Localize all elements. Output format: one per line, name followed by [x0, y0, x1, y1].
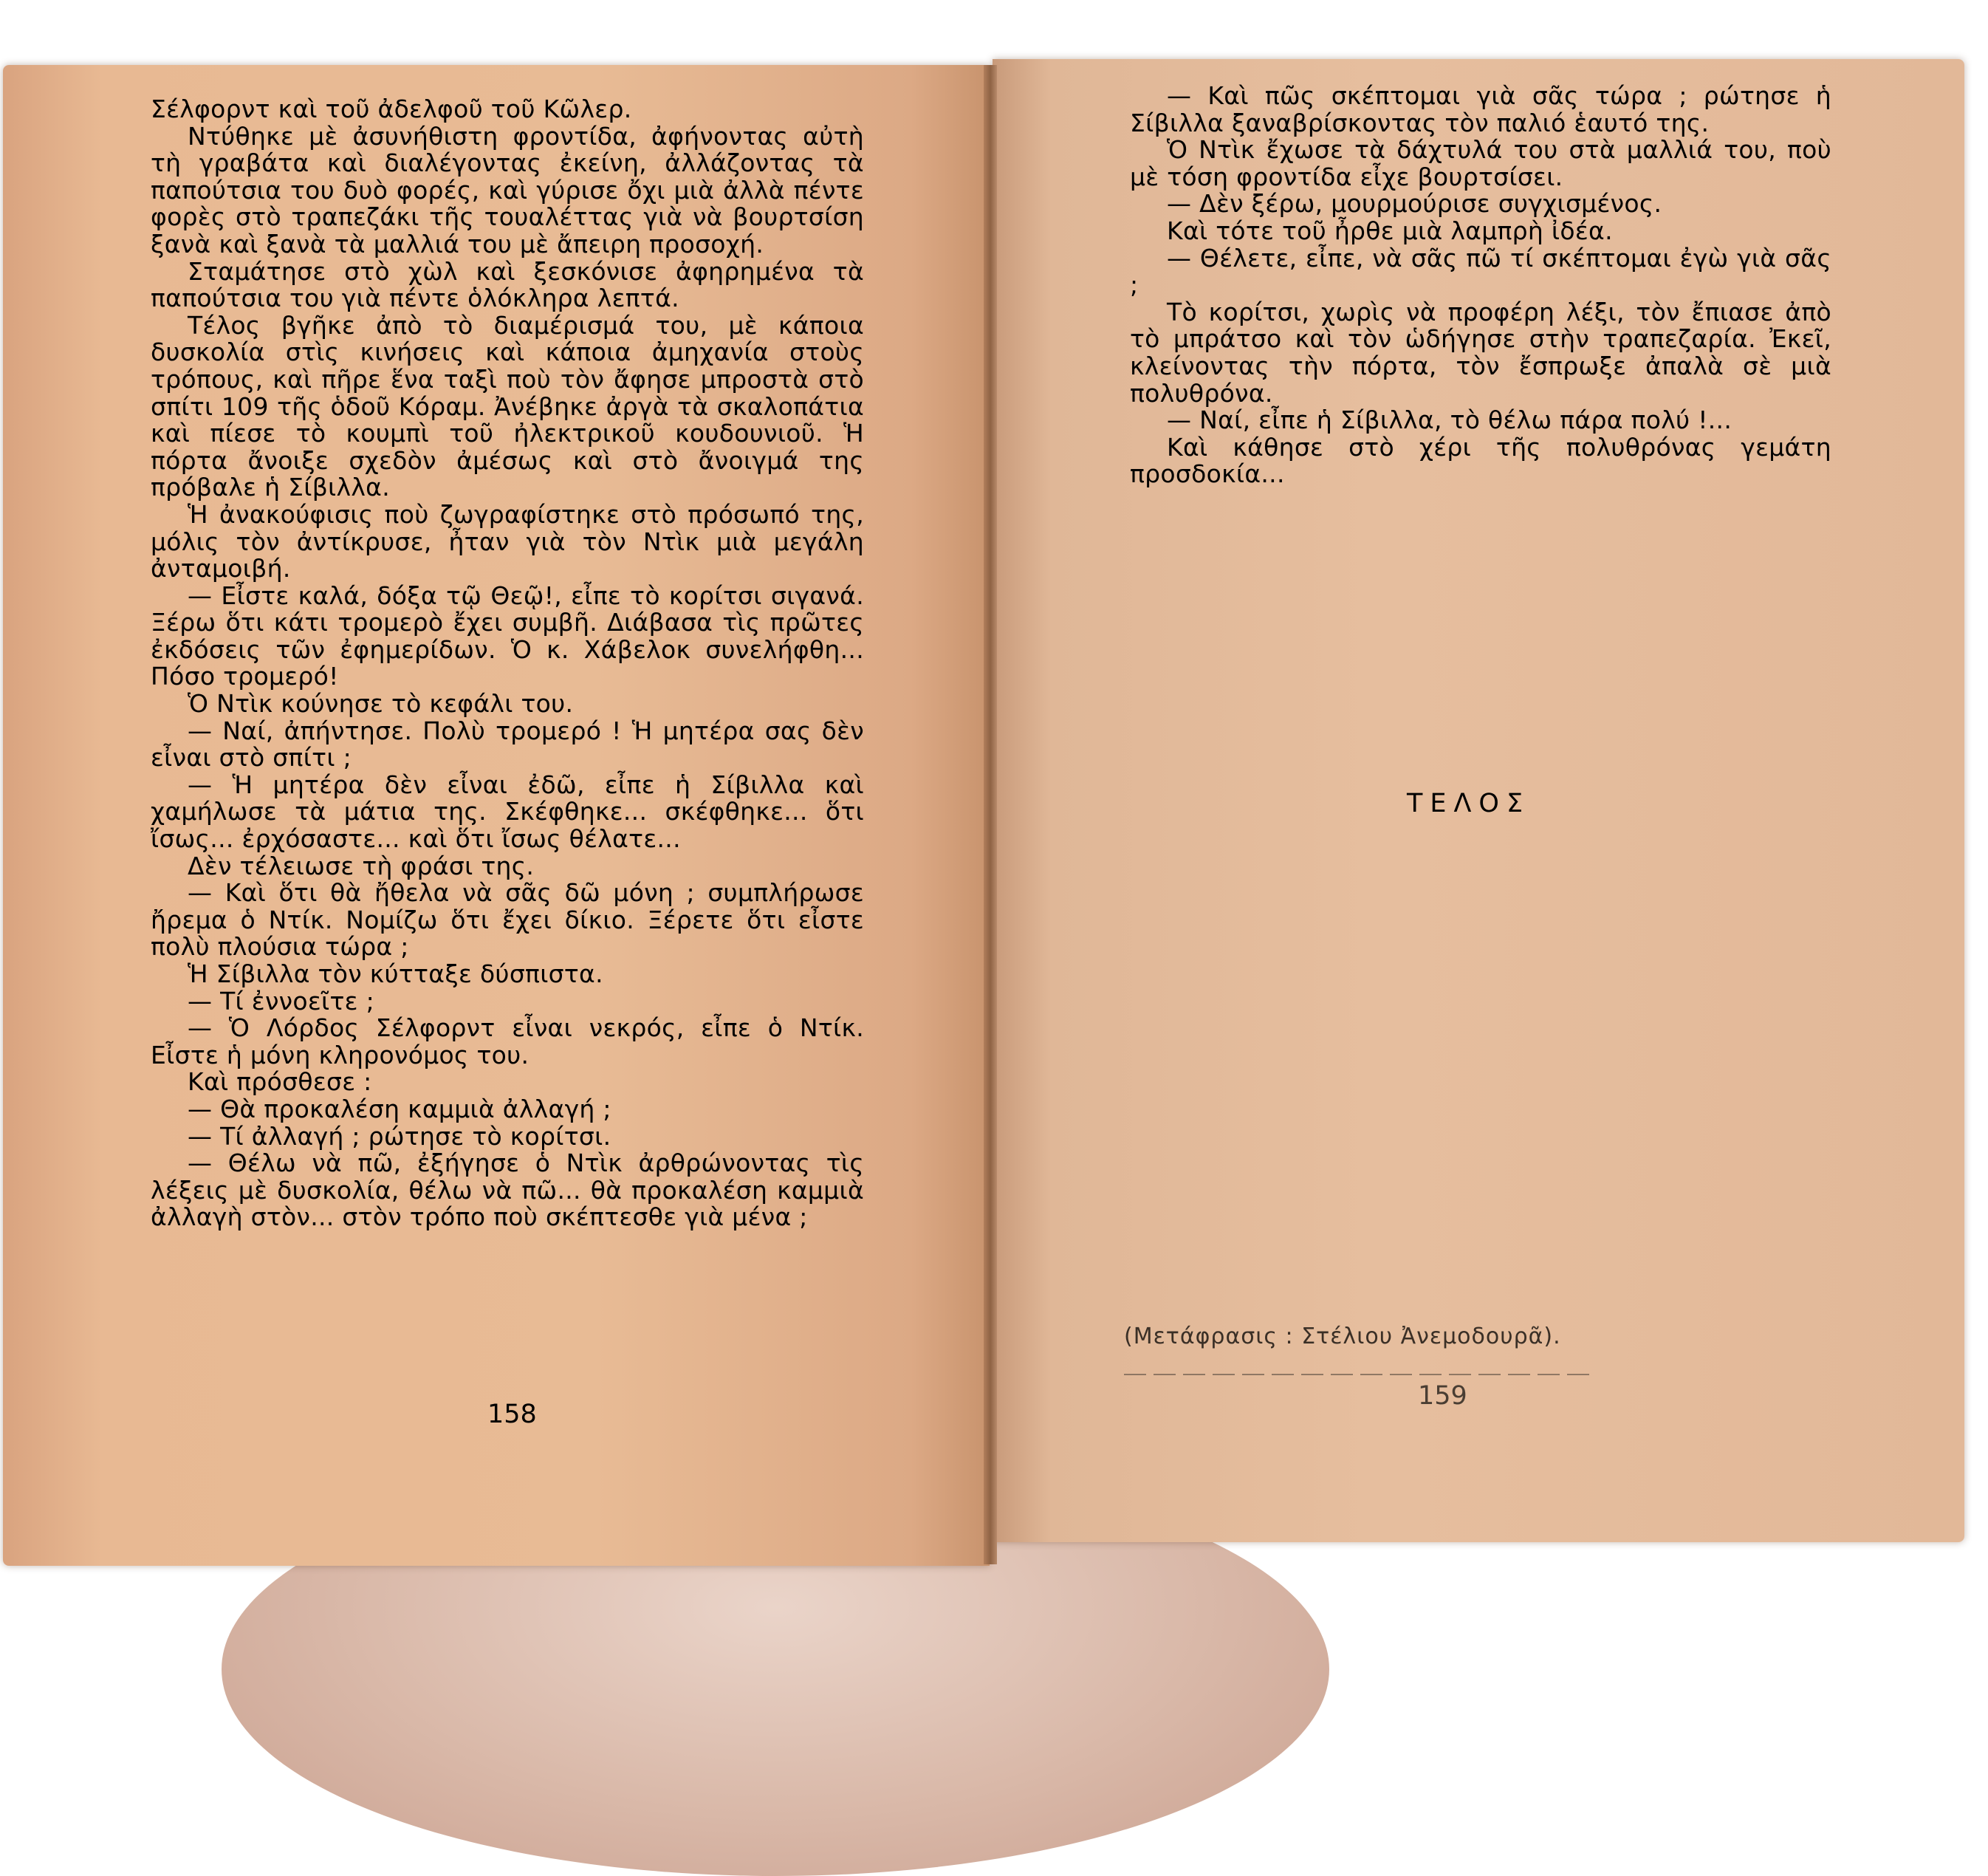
paragraph: Ὁ Ντὶκ κούνησε τὸ κεφάλι του.: [188, 689, 574, 719]
paragraph: Τὸ κορίτσι, χωρὶς νὰ προφέρη λέξι, τὸν ἔπιασε ἀπὸ τὸ μπράτσο καὶ τὸν ὡδήγησε στὴν τραπεζαρία. Ἐκεῖ, κλείνοντας τὴν πόρτα, τὸν ἔσπρωξε ἀπαλὰ σὲ μιὰ πολυθρόνα.: [1130, 297, 1831, 408]
paragraph: — Εἶστε καλά, δόξα τῷ Θεῷ!, εἶπε τὸ κορίτσι σιγανά. Ξέρω ὅτι κάτι τρομερὸ ἔχει συμβῆ. Διάβασα τὶς πρῶτες ἐκδόσεις τῶν ἐφημερίδων. Ὁ κ. Χάβελοκ συνελήφθη... Πόσο τρομερό!: [151, 581, 864, 691]
paragraph: Ἡ Σίβιλλα τὸν κύτταξε δύσπιστα.: [188, 959, 603, 988]
paragraph: Ντύθηκε μὲ ἀσυνήθιστη φροντίδα, ἀφήνοντας αὐτὴ τὴ γραβάτα καὶ διαλέγοντας ἐκείνη, ἀλλάζοντας τὰ παπούτσια του δυὸ φορές, καὶ γύρισε ὄχι μιὰ ἀλλὰ πέντε φορὲς στὸ τραπεζάκι τῆς τουαλέττας γιὰ νὰ βουρτσίση ξανὰ καὶ ξανὰ τὰ μαλλιά του μὲ ἄπειρη προσοχή.: [151, 121, 864, 259]
paragraph: — Καὶ πῶς σκέπτομαι γιὰ σᾶς τώρα ; ρώτησε ἡ Σίβιλλα ξαναβρίσκοντας τὸν παλιό ἑαυτό της.: [1130, 81, 1831, 137]
page-number-left: 158: [487, 1400, 537, 1429]
paragraph: Καὶ πρόσθεσε :: [188, 1067, 372, 1097]
paragraph: — Τί ἀλλαγή ; ρώτησε τὸ κορίτσι.: [188, 1121, 611, 1151]
paragraph: — Θέλω νὰ πῶ, ἐξήγησε ὁ Ντὶκ ἀρθρώνοντας τὶς λέξεις μὲ δυσκολία, θέλω νὰ πῶ... θὰ προκαλέση καμμιὰ ἀλλαγὴ στὸν... στὸν τρόπο ποὺ σκέπτεσθε γιὰ μένα ;: [151, 1148, 864, 1232]
paragraph: — Θέλετε, εἶπε, νὰ σᾶς πῶ τί σκέπτομαι ἐγὼ γιὰ σᾶς ;: [1130, 243, 1831, 300]
paragraph: Ὁ Ντὶκ ἔχωσε τὰ δάχτυλά του στὰ μαλλιά του, ποὺ μὲ τόση φροντίδα εἶχε βουρτσίσει.: [1130, 135, 1831, 191]
left-page-text: [151, 96, 864, 1231]
right-page-text: [1130, 83, 1831, 488]
paragraph: Καὶ τότε τοῦ ἦρθε μιὰ λαμπρὴ ἰδέα.: [1167, 216, 1613, 245]
end-heading: ΤΕΛΟΣ: [1407, 789, 1531, 818]
paragraph: — Ναί, εἶπε ἡ Σίβιλλα, τὸ θέλω πάρα πολύ !...: [1167, 405, 1732, 435]
paragraph: Σέλφορντ καὶ τοῦ ἀδελφοῦ τοῦ Κῶλερ.: [151, 95, 632, 123]
paragraph: Δὲν τέλειωσε τὴ φράσι της.: [188, 851, 535, 880]
translator-credit: (Μετάφρασις : Στέλιου Ἀνεμοδουρᾶ).: [1124, 1324, 1561, 1349]
paragraph: — Ναί, ἀπήντησε. Πολὺ τρομερό ! Ἡ μητέρα σας δὲν εἶναι στὸ σπίτι ;: [151, 716, 864, 773]
paragraph: — Θὰ προκαλέση καμμιὰ ἀλλαγή ;: [188, 1094, 611, 1123]
paragraph: — Τί ἐννοεῖτε ;: [188, 986, 375, 1016]
paragraph: — Ὁ Λόρδος Σέλφορντ εἶναι νεκρός, εἶπε ὁ Ντίκ. Εἶστε ἡ μόνη κληρονόμος του.: [151, 1013, 864, 1069]
paragraph: Τέλος βγῆκε ἀπὸ τὸ διαμέρισμά του, μὲ κάποια δυσκολία στὶς κινήσεις καὶ κάποια ἀμηχανία στοὺς τρόπους, καὶ πῆρε ἕνα ταξὶ ποὺ τὸν ἄφησε μπροστὰ στὸ σπίτι 109 τῆς ὁδοῦ Κόραμ. Ἀνέβηκε ἀργὰ τὰ σκαλοπάτια καὶ πίεσε τὸ κουμπὶ τοῦ ἠλεκτρικοῦ κουδουνιοῦ. Ἡ πόρτα ἄνοιξε σχεδὸν ἀμέσως καὶ στὸ ἄνοιγμά της πρόβαλε ἡ Σίβιλλα.: [151, 310, 864, 502]
paragraph: Καὶ κάθησε στὸ χέρι τῆς πολυθρόνας γεμάτη προσδοκία...: [1130, 432, 1831, 489]
paragraph: — Καὶ ὅτι θὰ ἤθελα νὰ σᾶς δῶ μόνη ; συμπλήρωσε ἤρεμα ὁ Ντίκ. Νομίζω ὅτι ἔχει δίκιο. Ξέρετε ὅτι εἶστε πολὺ πλούσια τώρα ;: [151, 878, 864, 962]
paragraph: Σταμάτησε στὸ χὼλ καὶ ξεσκόνισε ἀφηρημένα τὰ παπούτσια του γιὰ πέντε ὁλόκληρα λεπτά.: [151, 256, 864, 313]
page-number-right: 159: [1418, 1381, 1467, 1411]
paragraph: Ἡ ἀνακούφισις ποὺ ζωγραφίστηκε στὸ πρόσωπό της, μόλις τὸν ἀντίκρυσε, ἦταν γιὰ τὸν Ντὶκ μιὰ μεγάλη ἀνταμοιβή.: [151, 499, 864, 583]
paragraph: — Ἡ μητέρα δὲν εἶναι ἐδῶ, εἶπε ἡ Σίβιλλα καὶ χαμήλωσε τὰ μάτια της. Σκέφθηκε... σκέφθηκε... ὅτι ἴσως... ἐρχόσαστε... καὶ ὅτι ἴσως θέλατε...: [151, 770, 864, 854]
paragraph: — Δὲν ξέρω, μουρμούρισε συγχισμένος.: [1167, 189, 1662, 219]
book-spine: [984, 65, 997, 1564]
footer-rule: [1124, 1374, 1597, 1375]
